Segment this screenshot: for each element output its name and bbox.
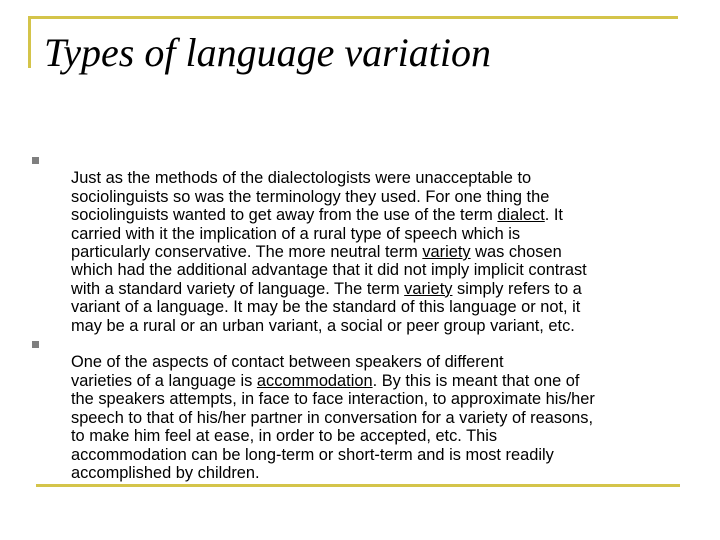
bullet-text xyxy=(71,335,682,482)
slide-title: Types of language variation xyxy=(44,30,491,75)
underlined-term: variety xyxy=(422,243,471,262)
underlined-term: variety xyxy=(404,279,453,298)
text-run: Just as the methods of the dialectologists were unacceptable to sociolinguists so was the terminology they used. For one thing the sociolinguists wanted to get away from the use of the term xyxy=(71,169,550,225)
text-run: . By this is meant that one of the speakers attempts, in face to face interaction, to approximate his/her speech to that of his/her partner in conversation for a variety of reasons, to make him feel at ease, in order to be accepted, etc. This accommodation can be long-term or short-term and is most readily accomplished by children. xyxy=(71,371,595,482)
text-run: was chosen which had the additional advantage that it did not imply implicit contrast with a standard variety of language. The term xyxy=(71,243,587,298)
text-run: simply refers to a variant of a language. It may be the standard of this language or not, it may be a rural or an urban variant, a social or peer group variant, etc. xyxy=(71,279,582,335)
square-bullet-icon xyxy=(32,341,39,348)
text-run: . It carried with it the implication of a rural type of speech which is particularly conservative. The more neutral term xyxy=(71,206,563,262)
bullet-text xyxy=(71,151,682,335)
bullet-list xyxy=(32,151,682,482)
underlined-term: accommodation xyxy=(256,371,373,390)
underlined-term: dialect xyxy=(497,206,545,225)
frame-bottom-rule xyxy=(36,484,680,487)
bullet-item-varieties xyxy=(32,151,682,335)
square-bullet-icon xyxy=(32,157,39,164)
text-run: One of the aspects of contact between speakers of different varieties of a language is xyxy=(71,353,504,390)
frame-left-rule xyxy=(28,16,31,68)
bullet-item-accommodation xyxy=(32,335,682,482)
frame-top-rule xyxy=(28,16,678,19)
